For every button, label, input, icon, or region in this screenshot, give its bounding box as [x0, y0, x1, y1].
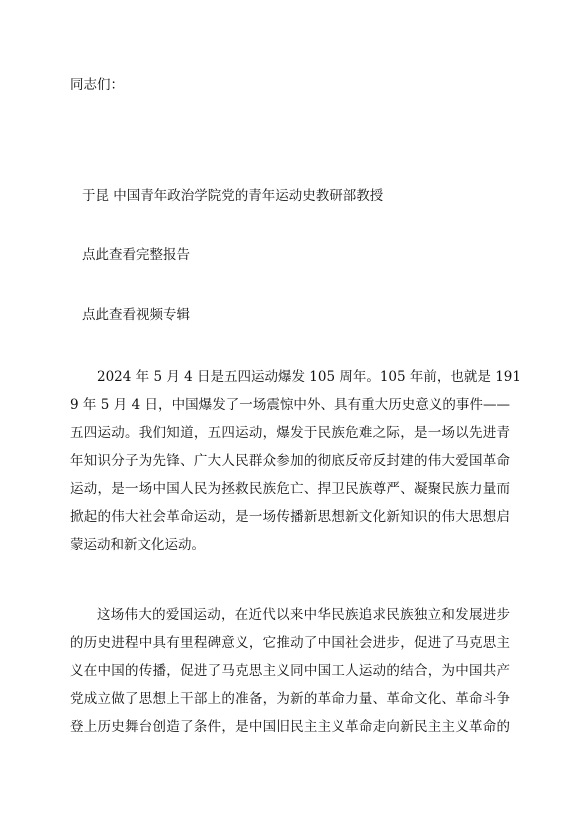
paragraph-2	[70, 606, 510, 746]
paragraph-2-line: 的历史进程中具有里程碑意义，它推动了中国社会进步，促进了马克思主	[70, 635, 510, 651]
video-album-link[interactable]: 点此查看视频专辑	[82, 307, 190, 323]
paragraph-1-line: 五四运动。我们知道，五四运动，爆发于民族危难之际，是一场以先进青	[70, 425, 510, 441]
paragraph-2-line: 党成立做了思想上干部上的准备，为新的革命力量、革命文化、革命斗争	[70, 691, 510, 707]
author-byline: 于昆 中国青年政治学院党的青年运动史教研部教授	[82, 188, 384, 204]
paragraph-1-line: 2024 年 5 月 4 日是五四运动爆发 105 周年。105 年前，也就是 191	[97, 369, 521, 385]
paragraph-2-line: 这场伟大的爱国运动，在近代以来中华民族追求民族独立和发展进步	[97, 607, 510, 623]
paragraph-1-line: 运动，是一场中国人民为拯救民族危亡、捍卫民族尊严、凝聚民族力量而	[70, 481, 510, 497]
paragraph-1-line: 掀起的伟大社会革命运动，是一场传播新思想新文化新知识的伟大思想启	[70, 509, 510, 525]
paragraph-2-line: 登上历史舞台创造了条件，是中国旧民主主义革命走向新民主主义革命的	[70, 719, 510, 735]
paragraph-1-line: 蒙运动和新文化运动。	[70, 537, 205, 553]
paragraph-1-line: 年知识分子为先锋、广大人民群众参加的彻底反帝反封建的伟大爱国革命	[70, 453, 510, 469]
full-report-link[interactable]: 点此查看完整报告	[82, 247, 190, 263]
greeting: 同志们：	[70, 77, 124, 93]
paragraph-1	[70, 368, 521, 564]
paragraph-2-line: 义在中国的传播，促进了马克思主义同中国工人运动的结合，为中国共产	[70, 663, 510, 679]
paragraph-1-line: 9 年 5 月 4 日，中国爆发了一场震惊中外、具有重大历史意义的事件——	[70, 397, 510, 413]
